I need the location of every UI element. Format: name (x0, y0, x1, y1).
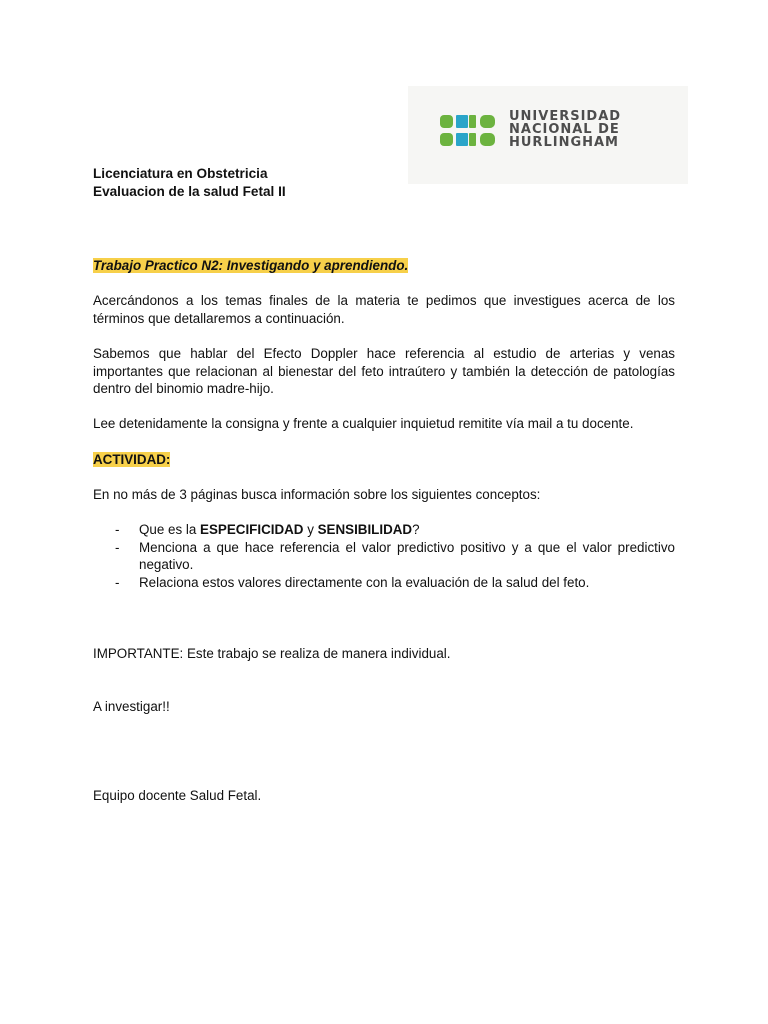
list-item (93, 574, 675, 592)
signature-text: Equipo docente Salud Fetal. (93, 788, 262, 803)
actividad-heading (93, 451, 675, 469)
list-item (93, 521, 675, 539)
doppler-paragraph (93, 345, 675, 398)
intro-paragraph (93, 292, 675, 327)
list-item-text: Relaciona estos valores directamente con la evaluación de la salud del feto. (139, 574, 590, 590)
actividad-label: ACTIVIDAD: (93, 452, 171, 467)
closing-line (93, 698, 675, 716)
logo-line: HURLINGHAM (509, 135, 619, 150)
tp-title-text: Trabajo Practico N2: Investigando y aprendiendo. (93, 258, 409, 273)
tp-title (93, 257, 675, 275)
list-bullet: - (115, 522, 120, 537)
consigna-paragraph (93, 415, 675, 433)
logo-line: UNIVERSIDAD (509, 109, 622, 124)
list-item (93, 539, 675, 574)
course-header (93, 165, 675, 201)
term-sensibilidad: SENSIBILIDAD (317, 522, 413, 537)
intro-text: Acercándonos a los temas finales de la materia te pedimos que investigues acerca de los términos que detallaremos a continuación. (93, 293, 675, 326)
consigna-text: Lee detenidamente la consigna y frente a cualquier inquietud remitite vía mail a tu docente. (93, 416, 634, 431)
list-bullet: - (115, 539, 120, 555)
university-logo-icon (440, 113, 496, 149)
logo-line: NACIONAL DE (509, 122, 620, 137)
course-name: Licenciatura en Obstetricia (93, 166, 268, 181)
list-item-text: Menciona a que hace referencia el valor predictivo positivo y a que el valor predictivo negativo. (139, 539, 675, 572)
list-item-text: y (303, 522, 318, 537)
concept-list (93, 521, 675, 591)
importante-text: IMPORTANTE: Este trabajo se realiza de manera individual. (93, 646, 451, 661)
list-item-text: Que es la (139, 522, 201, 537)
closing-text: A investigar!! (93, 699, 170, 714)
importante-note (93, 645, 675, 663)
university-logo-text (509, 110, 621, 149)
instruction-paragraph (93, 486, 675, 504)
term-especificidad: ESPECIFICIDAD (200, 522, 304, 537)
list-item-text: ? (412, 522, 420, 537)
doppler-text: Sabemos que hablar del Efecto Doppler hace referencia al estudio de arterias y venas importantes que relacionan al bienestar del feto intraútero y también la detección de patologías dentro del binomio madre-hijo. (93, 346, 675, 396)
instruction-text: En no más de 3 páginas busca información sobre los siguientes conceptos: (93, 487, 541, 502)
course-subject: Evaluacion de la salud Fetal II (93, 184, 286, 199)
signature (93, 787, 675, 805)
list-bullet: - (115, 574, 120, 590)
